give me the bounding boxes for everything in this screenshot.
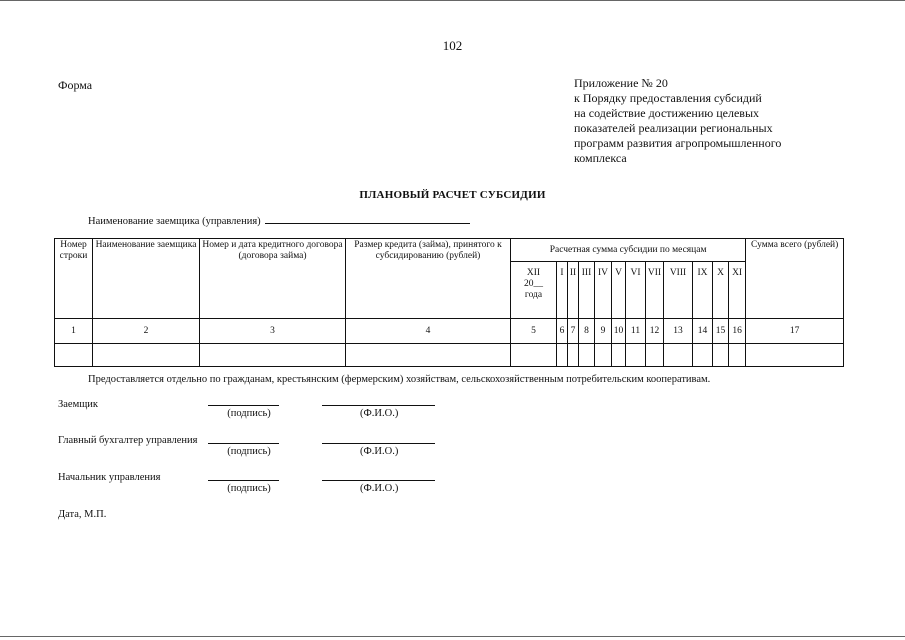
month-xii-label: XII	[526, 268, 541, 278]
header-total: Сумма всего (рублей)	[746, 239, 844, 319]
column-number: 9	[595, 319, 612, 344]
header-month-xii	[511, 262, 557, 319]
column-number: 15	[713, 319, 729, 344]
column-number: 17	[746, 319, 844, 344]
signature-caption: (подпись)	[227, 483, 271, 494]
table-cell[interactable]	[713, 344, 729, 367]
name-caption: (Ф.И.О.)	[360, 408, 399, 419]
table-cell[interactable]	[55, 344, 93, 367]
table-cell[interactable]	[595, 344, 612, 367]
borrower-label: Наименование заемщика (управления)	[88, 216, 261, 227]
table-cell[interactable]	[626, 344, 646, 367]
appendix-line: показателей реализации региональных	[574, 121, 773, 135]
table-row	[55, 344, 844, 367]
appendix-line: на содействие достижению целевых	[574, 106, 760, 120]
signer-label-head: Начальник управления	[58, 472, 161, 483]
signer-label-chief-accountant: Главный бухгалтер управления	[58, 435, 198, 446]
form-label: Форма	[58, 78, 93, 92]
page-number: 102	[442, 38, 463, 53]
column-number: 2	[93, 319, 200, 344]
document-title: ПЛАНОВЫЙ РАСЧЕТ СУБСИДИИ	[359, 189, 546, 201]
subsidy-table	[54, 238, 844, 367]
appendix-block	[574, 76, 884, 166]
column-number: 8	[579, 319, 595, 344]
name-line	[322, 405, 435, 406]
header-contract: Номер и дата кредитного договора (договора займа)	[200, 239, 346, 319]
date-stamp-label: Дата, М.П.	[58, 509, 107, 520]
month-xii-year: 20__	[524, 279, 543, 289]
header-monthly-group: Расчетная сумма субсидии по месяцам	[511, 239, 746, 262]
table-cell[interactable]	[511, 344, 557, 367]
header-borrower-name: Наименование заемщика	[93, 239, 200, 319]
column-number: 13	[664, 319, 693, 344]
header-month: II	[568, 262, 579, 319]
bottom-edge-line	[0, 636, 905, 637]
appendix-line: Приложение № 20	[574, 76, 668, 90]
appendix-line: программ развития агропромышленного	[574, 136, 782, 150]
signer-label-borrower: Заемщик	[58, 399, 99, 410]
column-number: 16	[729, 319, 746, 344]
column-number: 4	[346, 319, 511, 344]
name-caption: (Ф.И.О.)	[360, 483, 399, 494]
appendix-line: к Порядку предоставления субсидий	[574, 91, 762, 105]
header-loan-size: Размер кредита (займа), принятого к субсидированию (рублей)	[346, 239, 511, 319]
table-cell[interactable]	[612, 344, 626, 367]
borrower-blank-line	[265, 213, 470, 224]
header-month: VII	[646, 262, 664, 319]
column-number: 11	[626, 319, 646, 344]
table-cell[interactable]	[200, 344, 346, 367]
signature-line	[208, 443, 279, 444]
top-edge-line	[0, 0, 905, 1]
column-number: 12	[646, 319, 664, 344]
column-number: 14	[693, 319, 713, 344]
appendix-line: комплекса	[574, 151, 627, 165]
signature-line	[208, 405, 279, 406]
table-cell[interactable]	[664, 344, 693, 367]
table-cell[interactable]	[557, 344, 568, 367]
month-xii-suffix: года	[524, 290, 543, 300]
header-month: III	[579, 262, 595, 319]
header-month: I	[557, 262, 568, 319]
name-line	[322, 480, 435, 481]
name-caption: (Ф.И.О.)	[360, 446, 399, 457]
table-cell[interactable]	[346, 344, 511, 367]
header-month: V	[612, 262, 626, 319]
column-number: 3	[200, 319, 346, 344]
name-line	[322, 443, 435, 444]
header-row-number: Номер строки	[55, 239, 93, 319]
table-cell[interactable]	[579, 344, 595, 367]
column-number: 10	[612, 319, 626, 344]
signature-caption: (подпись)	[227, 446, 271, 457]
header-month: VI	[626, 262, 646, 319]
header-month: XI	[729, 262, 746, 319]
signature-line	[208, 480, 279, 481]
table-cell[interactable]	[746, 344, 844, 367]
header-month: VIII	[664, 262, 693, 319]
table-cell[interactable]	[729, 344, 746, 367]
column-number: 1	[55, 319, 93, 344]
table-cell[interactable]	[646, 344, 664, 367]
header-month: IV	[595, 262, 612, 319]
borrower-field	[88, 213, 470, 227]
column-number: 5	[511, 319, 557, 344]
signature-caption: (подпись)	[227, 408, 271, 419]
table-cell[interactable]	[568, 344, 579, 367]
header-month: X	[713, 262, 729, 319]
table-cell[interactable]	[93, 344, 200, 367]
table-cell[interactable]	[693, 344, 713, 367]
column-number: 7	[568, 319, 579, 344]
header-month: IX	[693, 262, 713, 319]
column-number: 6	[557, 319, 568, 344]
footnote: Предоставляется отдельно по гражданам, крестьянским (фермерским) хозяйствам, сельскохозяйственным потребительским кооперативам.	[88, 374, 711, 385]
